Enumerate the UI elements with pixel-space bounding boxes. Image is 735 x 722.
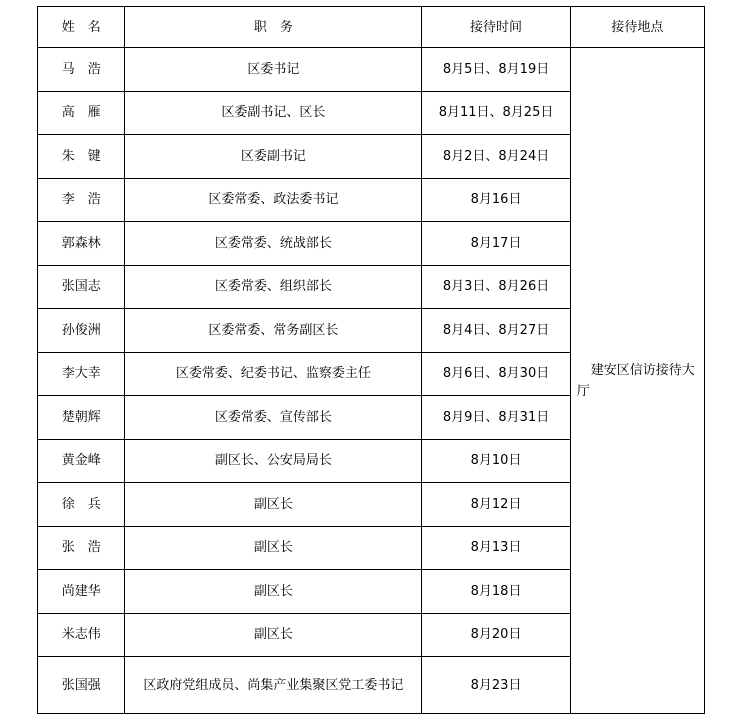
official-name: 李 浩	[38, 178, 125, 222]
reception-dates: 8月3日、8月26日	[422, 265, 570, 309]
reception-location-text: 建安区信访接待大厅	[576, 362, 695, 399]
official-name: 李大幸	[38, 352, 125, 396]
official-name: 郭森林	[38, 222, 125, 266]
reception-dates: 8月16日	[422, 178, 570, 222]
official-title: 区委常委、组织部长	[125, 265, 422, 309]
reception-dates: 8月13日	[422, 526, 570, 570]
reception-dates: 8月9日、8月31日	[422, 396, 570, 440]
reception-dates: 8月17日	[422, 222, 570, 266]
official-title: 区政府党组成员、尚集产业集聚区党工委书记	[125, 657, 422, 714]
reception-dates: 8月4日、8月27日	[422, 309, 570, 353]
official-name: 黄金峰	[38, 439, 125, 483]
reception-dates: 8月2日、8月24日	[422, 135, 570, 179]
reception-dates: 8月12日	[422, 483, 570, 527]
official-title: 副区长	[125, 526, 422, 570]
table-header-row	[38, 7, 705, 48]
reception-dates: 8月5日、8月19日	[422, 48, 570, 92]
header-name: 姓 名	[38, 7, 125, 48]
official-title: 区委常委、宣传部长	[125, 396, 422, 440]
official-name: 张 浩	[38, 526, 125, 570]
reception-location	[570, 48, 704, 714]
official-title: 区委副书记、区长	[125, 91, 422, 135]
official-title: 区委书记	[125, 48, 422, 92]
official-name: 张国志	[38, 265, 125, 309]
official-name: 高 雁	[38, 91, 125, 135]
official-title: 副区长、公安局局长	[125, 439, 422, 483]
reception-dates: 8月10日	[422, 439, 570, 483]
official-name: 徐 兵	[38, 483, 125, 527]
official-name: 朱 键	[38, 135, 125, 179]
official-name: 米志伟	[38, 613, 125, 657]
official-name: 楚朝辉	[38, 396, 125, 440]
table-row	[38, 48, 705, 92]
official-title: 副区长	[125, 570, 422, 614]
official-title: 副区长	[125, 483, 422, 527]
reception-dates: 8月20日	[422, 613, 570, 657]
reception-dates: 8月6日、8月30日	[422, 352, 570, 396]
official-title: 区委副书记	[125, 135, 422, 179]
official-title: 副区长	[125, 613, 422, 657]
reception-dates: 8月18日	[422, 570, 570, 614]
reception-schedule-table	[37, 6, 705, 714]
official-title: 区委常委、纪委书记、监察委主任	[125, 352, 422, 396]
official-name: 马 浩	[38, 48, 125, 92]
reception-dates: 8月11日、8月25日	[422, 91, 570, 135]
header-dates: 接待时间	[422, 7, 570, 48]
official-name: 尚建华	[38, 570, 125, 614]
official-title: 区委常委、统战部长	[125, 222, 422, 266]
official-name: 张国强	[38, 657, 125, 714]
official-title: 区委常委、政法委书记	[125, 178, 422, 222]
official-title: 区委常委、常务副区长	[125, 309, 422, 353]
header-place: 接待地点	[570, 7, 704, 48]
header-title: 职 务	[125, 7, 422, 48]
official-name: 孙俊洲	[38, 309, 125, 353]
reception-dates: 8月23日	[422, 657, 570, 714]
